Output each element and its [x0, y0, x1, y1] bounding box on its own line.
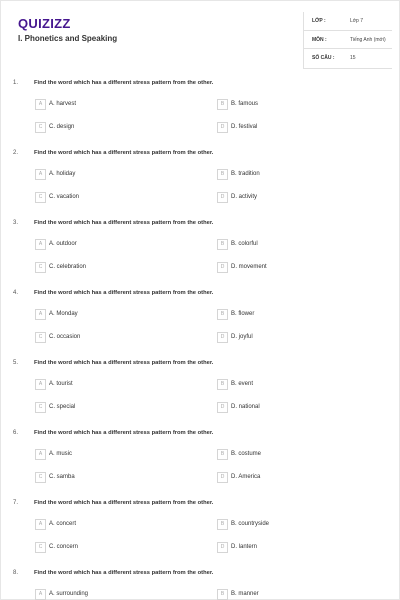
question-text: Find the word which has a different stress pattern from the other. — [34, 150, 214, 156]
option-text: A. harvest — [49, 101, 77, 107]
option-text: A. holiday — [49, 171, 76, 177]
option-text: A. tourist — [49, 381, 73, 387]
option-letter-box: A — [35, 309, 46, 320]
option-letter-box: C — [35, 192, 46, 203]
option-letter-box: B — [217, 169, 228, 180]
option-letter-box: D — [217, 192, 228, 203]
option-text: A. surrounding — [49, 591, 89, 597]
option-text: B. famous — [231, 101, 259, 107]
option-letter-box: D — [217, 542, 228, 553]
question-5 — [0, 360, 400, 430]
question-6 — [0, 430, 400, 500]
question-number: 3. — [13, 220, 19, 226]
info-label: MÔN : — [312, 37, 327, 43]
option-text: C. design — [49, 124, 75, 130]
question-4 — [0, 290, 400, 360]
option-text: A. music — [49, 451, 73, 457]
info-row-subject — [304, 30, 392, 49]
option-text: D. national — [231, 404, 260, 410]
info-row-count — [304, 48, 392, 67]
option-text: C. concern — [49, 544, 79, 550]
info-value: Lớp 7 — [350, 18, 364, 24]
option-text: C. samba — [49, 474, 75, 480]
option-text: C. occasion — [49, 334, 81, 340]
question-text: Find the word which has a different stress pattern from the other. — [34, 80, 214, 86]
question-text: Find the word which has a different stress pattern from the other. — [34, 360, 214, 366]
option-letter-box: A — [35, 99, 46, 110]
info-value: Tiếng Anh (mới) — [350, 37, 386, 43]
question-number: 8. — [13, 570, 19, 576]
option-text: A. Monday — [49, 311, 78, 317]
option-letter-box: B — [217, 379, 228, 390]
option-letter-box: A — [35, 449, 46, 460]
option-text: D. activity — [231, 194, 258, 200]
question-number: 2. — [13, 150, 19, 156]
question-number: 5. — [13, 360, 19, 366]
worksheet-header — [8, 8, 392, 68]
question-number: 7. — [13, 500, 19, 506]
option-letter-box: D — [217, 402, 228, 413]
question-number: 6. — [13, 430, 19, 436]
option-letter-box: A — [35, 239, 46, 250]
option-letter-box: A — [35, 169, 46, 180]
option-letter-box: B — [217, 589, 228, 600]
option-letter-box: D — [217, 122, 228, 133]
option-letter-box: D — [217, 262, 228, 273]
question-8 — [0, 570, 400, 600]
option-letter-box: C — [35, 332, 46, 343]
option-letter-box: C — [35, 402, 46, 413]
question-1 — [0, 80, 400, 150]
option-text: B. costume — [231, 451, 262, 457]
option-letter-box: C — [35, 262, 46, 273]
option-letter-box: B — [217, 309, 228, 320]
info-row-class — [304, 12, 392, 30]
info-value: 15 — [350, 55, 356, 61]
option-text: B. colorful — [231, 241, 258, 247]
option-letter-box: B — [217, 99, 228, 110]
option-text: C. vacation — [49, 194, 80, 200]
option-text: D. America — [231, 474, 261, 480]
option-letter-box: D — [217, 472, 228, 483]
option-letter-box: A — [35, 589, 46, 600]
option-text: B. tradition — [231, 171, 260, 177]
option-text: B. flower — [231, 311, 255, 317]
option-letter-box: A — [35, 519, 46, 530]
question-2 — [0, 150, 400, 220]
question-3 — [0, 220, 400, 290]
option-letter-box: C — [35, 122, 46, 133]
option-letter-box: B — [217, 449, 228, 460]
question-text: Find the word which has a different stress pattern from the other. — [34, 290, 214, 296]
option-letter-box: B — [217, 239, 228, 250]
question-number: 1. — [13, 80, 19, 86]
option-text: D. festival — [231, 124, 258, 130]
option-text: B. event — [231, 381, 254, 387]
question-text: Find the word which has a different stress pattern from the other. — [34, 220, 214, 226]
option-text: D. movement — [231, 264, 267, 270]
worksheet-title: I. Phonetics and Speaking — [18, 34, 118, 43]
question-text: Find the word which has a different stress pattern from the other. — [34, 500, 214, 506]
option-text: B. manner — [231, 591, 259, 597]
info-label: LỚP : — [312, 18, 326, 24]
option-text: B. countryside — [231, 521, 270, 527]
info-label: SỐ CÂU : — [312, 55, 335, 61]
option-text: A. outdoor — [49, 241, 77, 247]
info-box — [303, 12, 392, 69]
question-text: Find the word which has a different stress pattern from the other. — [34, 570, 214, 576]
option-text: D. joyful — [231, 334, 253, 340]
option-letter-box: A — [35, 379, 46, 390]
option-letter-box: C — [35, 542, 46, 553]
option-text: C. celebration — [49, 264, 87, 270]
quizizz-logo: QUIZIZZ — [18, 16, 71, 31]
option-text: C. special — [49, 404, 76, 410]
option-letter-box: B — [217, 519, 228, 530]
option-letter-box: C — [35, 472, 46, 483]
option-text: D. lantern — [231, 544, 258, 550]
question-7 — [0, 500, 400, 570]
option-text: A. concert — [49, 521, 77, 527]
question-text: Find the word which has a different stress pattern from the other. — [34, 430, 214, 436]
option-letter-box: D — [217, 332, 228, 343]
question-number: 4. — [13, 290, 19, 296]
